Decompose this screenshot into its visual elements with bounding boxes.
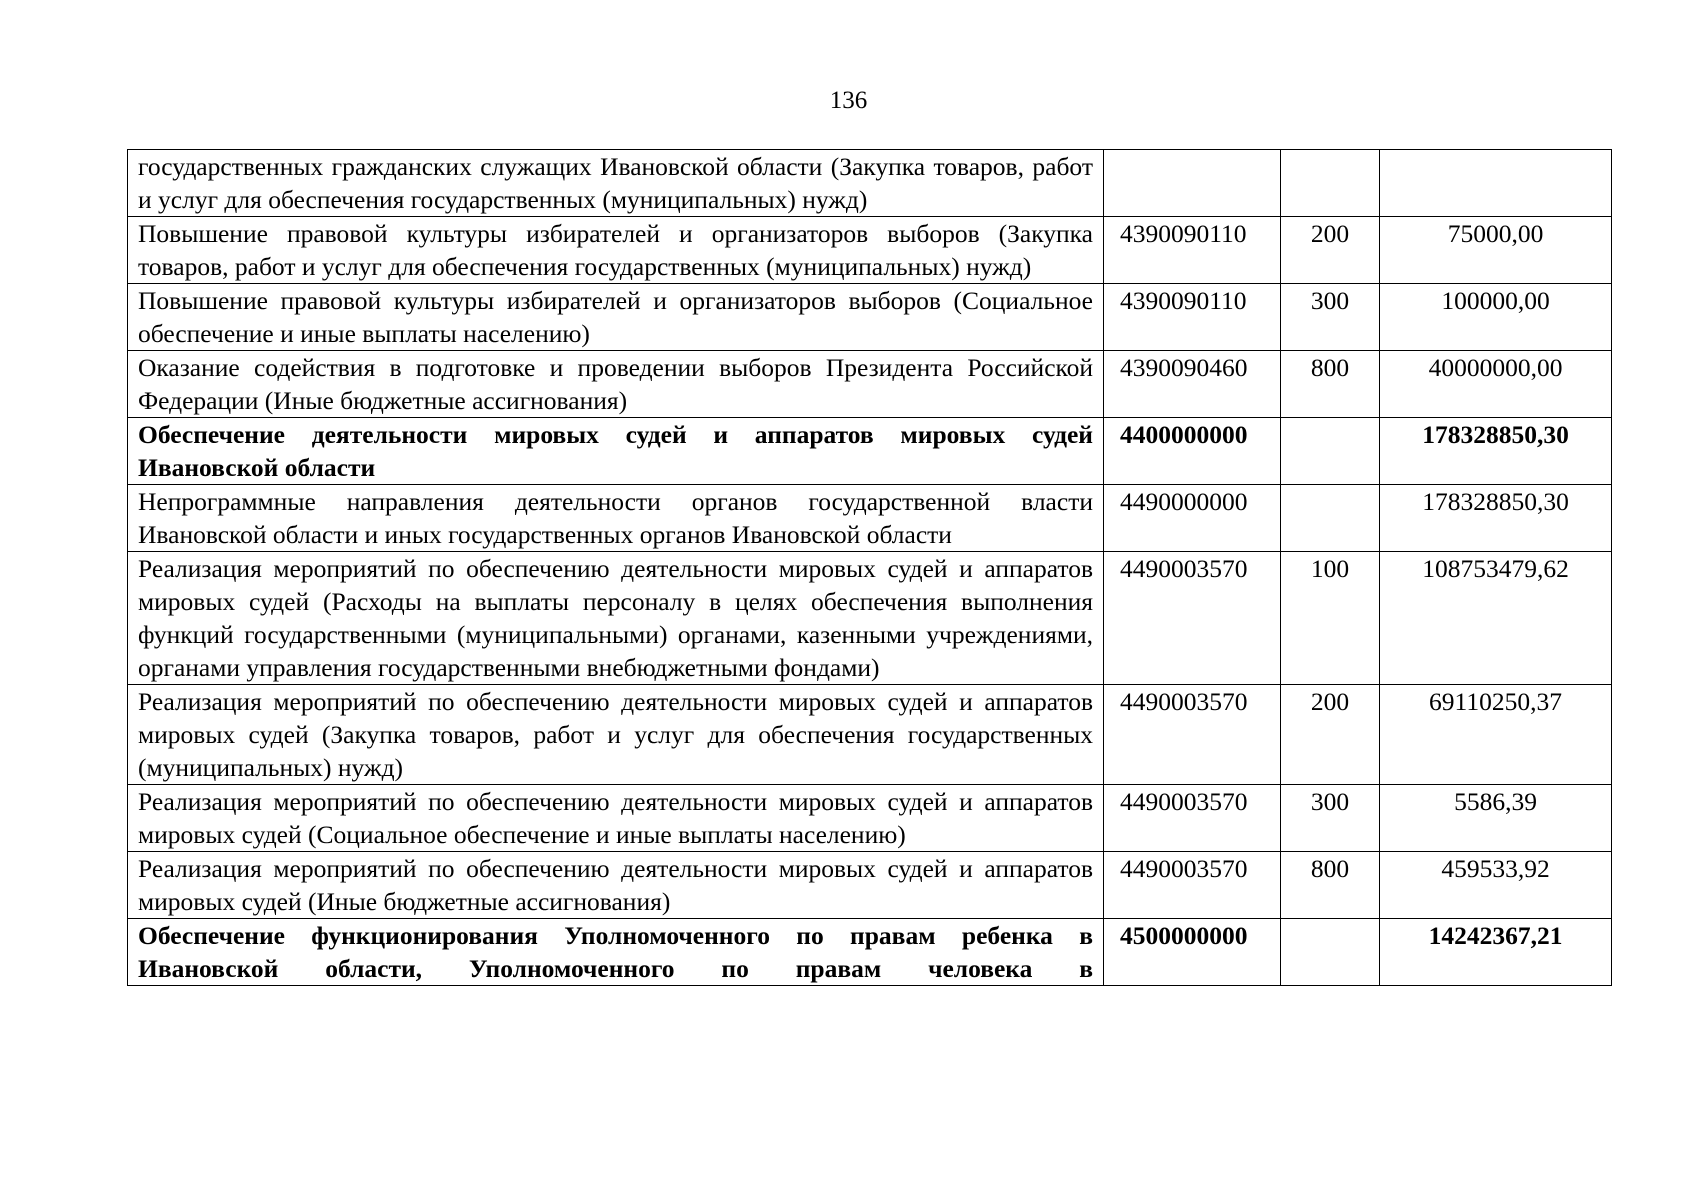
expense-name: Непрограммные направления деятельности органов государственной власти Ивановской области и иных государственных органов Ивановской области [138, 487, 1093, 549]
expense-type-code [1281, 418, 1380, 485]
budget-table [127, 149, 1612, 986]
amount-value [1380, 150, 1612, 217]
expense-name-cell [128, 919, 1104, 986]
expense-name-cell [128, 150, 1104, 217]
target-article-code: 4490003570 [1104, 852, 1281, 919]
expense-name-cell [128, 485, 1104, 552]
target-article-code: 4490000000 [1104, 485, 1281, 552]
amount-value: 178328850,30 [1380, 418, 1612, 485]
table-row [128, 919, 1612, 986]
expense-type-code: 800 [1281, 351, 1380, 418]
expense-name-cell [128, 284, 1104, 351]
expense-name: Повышение правовой культуры избирателей и организаторов выборов (Социальное обеспечение и иные выплаты населению) [138, 286, 1093, 348]
expense-name: Обеспечение деятельности мировых судей и аппаратов мировых судей Ивановской области [138, 420, 1093, 482]
expense-name-cell [128, 217, 1104, 284]
amount-value: 459533,92 [1380, 852, 1612, 919]
amount-value: 69110250,37 [1380, 685, 1612, 785]
table-row [128, 852, 1612, 919]
expense-name-cell [128, 852, 1104, 919]
expense-name: Оказание содействия в подготовке и проведении выборов Президента Российской Федерации (Иные бюджетные ассигнования) [138, 353, 1093, 415]
table-row [128, 351, 1612, 418]
target-article-code: 4390090110 [1104, 284, 1281, 351]
amount-value: 108753479,62 [1380, 552, 1612, 685]
table-row [128, 418, 1612, 485]
expense-name: Реализация мероприятий по обеспечению деятельности мировых судей и аппаратов мировых судей (Иные бюджетные ассигнования) [138, 854, 1093, 916]
target-article-code: 4490003570 [1104, 785, 1281, 852]
expense-type-code: 100 [1281, 552, 1380, 685]
expense-type-code [1281, 485, 1380, 552]
amount-value: 75000,00 [1380, 217, 1612, 284]
table-row [128, 785, 1612, 852]
amount-value: 100000,00 [1380, 284, 1612, 351]
expense-name: Реализация мероприятий по обеспечению деятельности мировых судей и аппаратов мировых судей (Социальное обеспечение и иные выплаты населению) [138, 787, 1093, 849]
expense-name: Повышение правовой культуры избирателей и организаторов выборов (Закупка товаров, работ и услуг для обеспечения государственных (муниципальных) нужд) [138, 219, 1093, 281]
target-article-code: 4400000000 [1104, 418, 1281, 485]
expense-name: государственных гражданских служащих Ивановской области (Закупка товаров, работ и услуг для обеспечения государственных (муниципальных) нужд) [138, 152, 1093, 214]
page-number: 136 [829, 87, 868, 114]
amount-value: 178328850,30 [1380, 485, 1612, 552]
table-row [128, 485, 1612, 552]
target-article-code: 4500000000 [1104, 919, 1281, 986]
expense-name-cell [128, 351, 1104, 418]
expense-type-code [1281, 919, 1380, 986]
target-article-code [1104, 150, 1281, 217]
table-row [128, 150, 1612, 217]
amount-value: 5586,39 [1380, 785, 1612, 852]
expense-name-cell [128, 685, 1104, 785]
target-article-code: 4490003570 [1104, 552, 1281, 685]
target-article-code: 4490003570 [1104, 685, 1281, 785]
table-row [128, 552, 1612, 685]
amount-value: 40000000,00 [1380, 351, 1612, 418]
expense-type-code [1281, 150, 1380, 217]
expense-type-code: 200 [1281, 217, 1380, 284]
expense-type-code: 800 [1281, 852, 1380, 919]
table-row [128, 217, 1612, 284]
expense-name-cell [128, 552, 1104, 685]
target-article-code: 4390090110 [1104, 217, 1281, 284]
expense-name-cell [128, 418, 1104, 485]
expense-type-code: 300 [1281, 284, 1380, 351]
expense-name-cell [128, 785, 1104, 852]
table-row [128, 685, 1612, 785]
table-row [128, 284, 1612, 351]
expense-name: Реализация мероприятий по обеспечению деятельности мировых судей и аппаратов мировых судей (Закупка товаров, работ и услуг для обеспечения государственных (муниципальных) нужд) [138, 687, 1093, 782]
expense-name: Обеспечение функционирования Уполномоченного по правам ребенка в Ивановской области, Уполномоченного по правам человека в [138, 921, 1093, 983]
expense-type-code: 300 [1281, 785, 1380, 852]
amount-value: 14242367,21 [1380, 919, 1612, 986]
expense-type-code: 200 [1281, 685, 1380, 785]
budget-table-body [128, 150, 1612, 986]
expense-name: Реализация мероприятий по обеспечению деятельности мировых судей и аппаратов мировых судей (Расходы на выплаты персоналу в целях обеспечения выполнения функций государственными (муниципальными) органами, казенными учреждениями, органами управления государственными внебюджетными фондами) [138, 554, 1093, 682]
target-article-code: 4390090460 [1104, 351, 1281, 418]
